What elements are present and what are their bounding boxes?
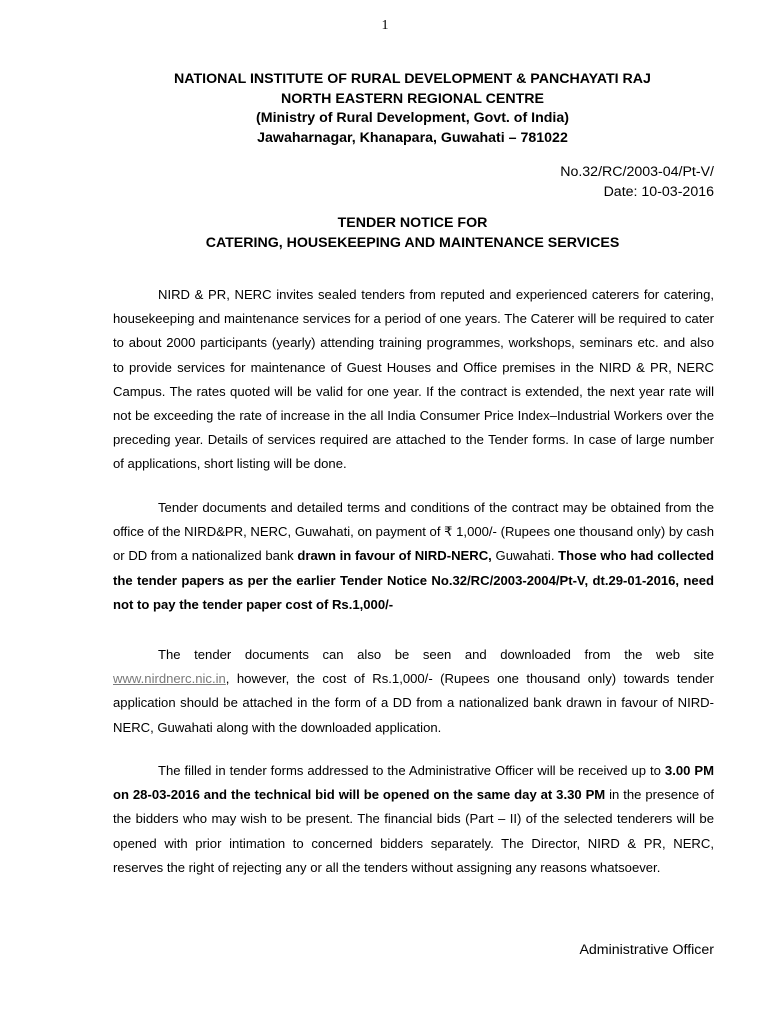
paragraph-submission <box>113 759 714 880</box>
address: Jawaharnagar, Khanapara, Guwahati – 781022 <box>257 129 568 146</box>
notice-title-line1: TENDER NOTICE FOR <box>337 215 488 231</box>
institute-name: NATIONAL INSTITUTE OF RURAL DEVELOPMENT & PANCHAYATI RAJ <box>174 71 651 87</box>
paragraph-download <box>113 643 714 740</box>
earlier-notice-text: Those who had collected the tender papers as per the earlier Tender Notice No.32/RC/2003-2004/Pt-V, dt.29-01-2016, need not to pay the tender paper cost of Rs.1,000/- <box>113 548 714 612</box>
paragraph-submission-text: The filled in tender forms addressed to the Administrative Officer will be received up to <box>158 763 665 778</box>
notice-date: Date: 10-03-2016 <box>603 183 714 200</box>
notice-title <box>60 214 765 253</box>
deadline-text: 3.00 PM on 28-03-2016 and the technical bid will be opened on the same day at 3.30 PM <box>113 763 715 803</box>
regional-centre: NORTH EASTERN REGIONAL CENTRE <box>280 90 544 107</box>
paragraph-documents-text: Tender documents and detailed terms and conditions of the contract may be obtained from the office of the NIRD&PR, NERC, Guwahati, on payment of ₹ 1,000/- (Rupees one thousand only) by cash or DD from a nationalized bank <box>113 500 714 564</box>
paragraph-documents <box>113 496 714 617</box>
notice-title-line2: CATERING, HOUSEKEEPING AND MAINTENANCE SERVICES <box>205 234 620 251</box>
website-link[interactable]: www.nirdnerc.nic.in <box>113 671 226 687</box>
payee-text: drawn in favour of NIRD-NERC, <box>297 548 492 564</box>
reference-number: No.32/RC/2003-04/Pt-V/ <box>560 164 714 180</box>
institute-header <box>60 70 765 148</box>
paragraph-submission-rest: in the presence of the bidders who may wish to be present. The financial bids (Part – II) of the selected tenderers will be opened with prior intimation to concerned bidders separately. The Director, NIRD & PR, NERC, reserves the right of rejecting any or all the tenders without assigning any reasons whatsoever. <box>113 787 715 875</box>
city-text: Guwahati. <box>491 548 559 564</box>
paragraph-download-text: The tender documents can also be seen and downloaded from the web site <box>158 647 714 662</box>
paragraph-invitation-text: NIRD & PR, NERC invites sealed tenders from reputed and experienced caterers for catering, housekeeping and maintenance services for a period of one years. The Caterer will be required to cater to about 2000 participants (yearly) attending training programmes, workshops, seminars etc. and also to provide services for maintenance of Guest Houses and Office premises in the NIRD & PR, NERC Campus. The rates quoted will be valid for one year. If the contract is extended, the next year rate will not be exceeding the rate of increase in the all India Consumer Price Index–Industrial Workers over the preceding year. Details of services required are attached to the Tender forms. In case of large number of applications, short listing will be done. <box>113 287 714 472</box>
page-number: 1 <box>381 18 389 33</box>
paragraph-download-rest: , however, the cost of Rs.1,000/- (Rupees one thousand only) towards tender application should be attached in the form of a DD from a nationalized bank drawn in favour of NIRD-NERC, Guwahati along with the downloaded application. <box>113 671 714 735</box>
paragraph-invitation <box>113 283 714 477</box>
ministry: (Ministry of Rural Development, Govt. of India) <box>256 110 569 126</box>
signature: Administrative Officer <box>579 942 714 958</box>
reference-block <box>560 163 714 202</box>
